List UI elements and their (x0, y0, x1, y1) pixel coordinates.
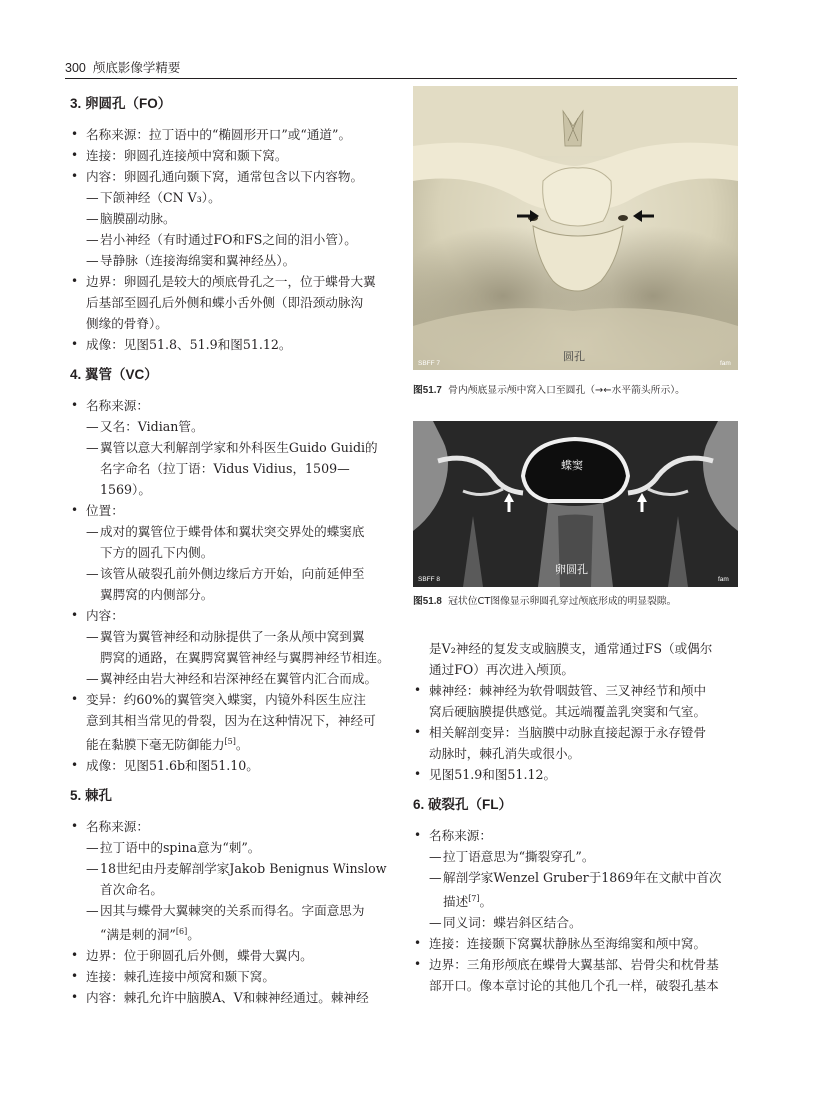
fo-contents-intro: • 内容：卵圆孔通向颞下窝，通常包含以下内容物。 (70, 166, 400, 187)
fl-border: • 边界：三角形颅底在蝶骨大翼基部、岩骨尖和枕骨基 部开口。像本章讨论的其他几个孔一样，破裂孔基本 (413, 954, 743, 996)
figure-label-fo: 卵圆孔 (555, 563, 588, 576)
vc-named-after: — 翼管以意大利解剖学家和外科医生Guido Guidi的 名字命名（拉丁语：Vidus Vidius，1509—1569）。 (70, 437, 400, 500)
running-header (65, 58, 180, 76)
section-heading-fs: 5. 棘孔 (70, 788, 113, 804)
fs-connection: • 连接：棘孔连接中颅窝和颞下窝。 (70, 966, 400, 987)
fl-synonym: — 同义词：蝶岩斜区结合。 (413, 912, 743, 933)
fs-border: • 边界：位于卵圆孔后外侧，蝶骨大翼内。 (70, 945, 400, 966)
figure-id-tag: SBFF 8 (418, 576, 441, 583)
vc-contents: • 内容： (70, 605, 400, 626)
vc-variant: • 变异：约60%的翼管突入蝶窦，内镜外科医生应注 意到其相当常见的骨裂，因为在这种情况下，神经可 能在黏膜下毫无防御能力[5]。 (70, 689, 400, 755)
vc-contents-a: — 翼管为翼管神经和动脉提供了一条从颅中窝到翼 腭窝的通路，在翼腭窝翼管神经与翼腭神经节相连。 (70, 626, 400, 668)
fs-relation: — 因其与蝶骨大翼棘突的关系而得名。字面意思为 “满是刺的洞”[6]。 (70, 900, 400, 945)
book-title: 颅底影像学精要 (92, 61, 181, 75)
fo-content-item: — 下颌神经（CN V₃）。 (70, 187, 400, 208)
fs-anatomic-variant: • 相关解剖变异：当脑膜中动脉直接起源于永存镫骨 动脉时，棘孔消失或很小。 (413, 722, 743, 764)
figure-label-foramen: 圆孔 (563, 350, 585, 363)
fo-content-item: — 岩小神经（有时通过FO和FS之间的泪小管）。 (70, 229, 400, 250)
figure-51-7-caption (413, 384, 743, 398)
fl-latin: — 拉丁语意思为“撕裂穿孔”。 (413, 846, 743, 867)
fo-content-item: — 脑膜副动脉。 (70, 208, 400, 229)
reference-mark: [7] (468, 894, 480, 903)
right-column (413, 638, 743, 996)
header-rule (65, 78, 737, 79)
vc-location-b: — 该管从破裂孔前外侧边缘后方开始，向前延伸至 翼腭窝的内侧部分。 (70, 563, 400, 605)
vc-alias: — 又名：Vidian管。 (70, 416, 400, 437)
fs-winslow: — 18世纪由丹麦解剖学家Jakob Benignus Winslow 首次命名。 (70, 858, 400, 900)
fs-contents-continued: 是V₂神经的复发支或脑膜支，通常通过FS（或偶尔 通过FO）再次进入颅顶。 (429, 641, 713, 677)
vc-etymology: • 名称来源： (70, 395, 400, 416)
section-heading-fl: 6. 破裂孔（FL） (413, 797, 513, 812)
fs-contents: • 内容：棘孔允许中脑膜A、V和棘神经通过。棘神经 (70, 987, 400, 1008)
vc-contents-b: — 翼神经由岩大神经和岩深神经在翼管内汇合而成。 (70, 668, 400, 689)
reference-mark: [5] (224, 737, 236, 746)
figure-51-8-image (413, 421, 738, 587)
left-column (70, 93, 400, 1008)
section-heading-vc: 4. 翼管（VC） (70, 367, 158, 382)
caption-number: 图51.8 (413, 596, 442, 607)
figure-id-tag: SBFF 7 (418, 360, 441, 367)
vc-location: • 位置： (70, 500, 400, 521)
figure-label-sinus: 蝶窦 (561, 459, 583, 472)
fl-etymology: • 名称来源： (413, 825, 743, 846)
figure-credit-tag: fam (720, 360, 731, 367)
fs-etymology: • 名称来源： (70, 816, 400, 837)
fs-latin: — 拉丁语中的spina意为“刺”。 (70, 837, 400, 858)
caption-text: 骨内颅底显示颅中窝入口至圆孔（→←水平箭头所示）。 (448, 385, 685, 396)
caption-text: 冠状位CT图像显示卵圆孔穿过颅底形成的明显裂隙。 (448, 596, 677, 607)
vc-location-a: — 成对的翼管位于蝶骨体和翼状突交界处的蝶窦底 下方的圆孔下内侧。 (70, 521, 400, 563)
caption-number: 图51.7 (413, 385, 442, 396)
fo-border: • 边界：卵圆孔是较大的颅底骨孔之一，位于蝶骨大翼 后基部至圆孔后外侧和蝶小舌外侧（即沿颈动脉沟 侧缘的骨脊）。 (70, 271, 400, 334)
fo-etymology: • 名称来源：拉丁语中的“椭圆形开口”或“通道”。 (70, 124, 400, 145)
reference-mark: [6] (175, 927, 188, 937)
figure-credit-tag: fam (718, 576, 729, 583)
page-number: 300 (65, 61, 86, 75)
fo-content-item: — 导静脉（连接海绵窦和翼神经丛）。 (70, 250, 400, 271)
figure-51-8-caption (413, 595, 743, 609)
fs-see-figures: • 见图51.9和图51.12。 (413, 764, 743, 785)
fl-connection: • 连接：连接颞下窝翼状静脉丛至海绵窦和颅中窝。 (413, 933, 743, 954)
fo-imaging: • 成像：见图51.8、51.9和图51.12。 (70, 334, 400, 355)
fl-gruber: — 解剖学家Wenzel Gruber于1869年在文献中首次 描述[7]。 (413, 867, 743, 912)
section-heading-fo: 3. 卵圆孔（FO） (70, 96, 172, 111)
figure-51-7-image (413, 86, 738, 370)
fo-connection: • 连接：卵圆孔连接颅中窝和颞下窝。 (70, 145, 400, 166)
fs-spinous-nerve: • 棘神经：棘神经为软骨咽鼓管、三叉神经节和颅中 窝后硬脑膜提供感觉。其远端覆盖乳突窦和气室。 (413, 680, 743, 722)
vc-imaging: • 成像：见图51.6b和图51.10。 (70, 755, 400, 776)
